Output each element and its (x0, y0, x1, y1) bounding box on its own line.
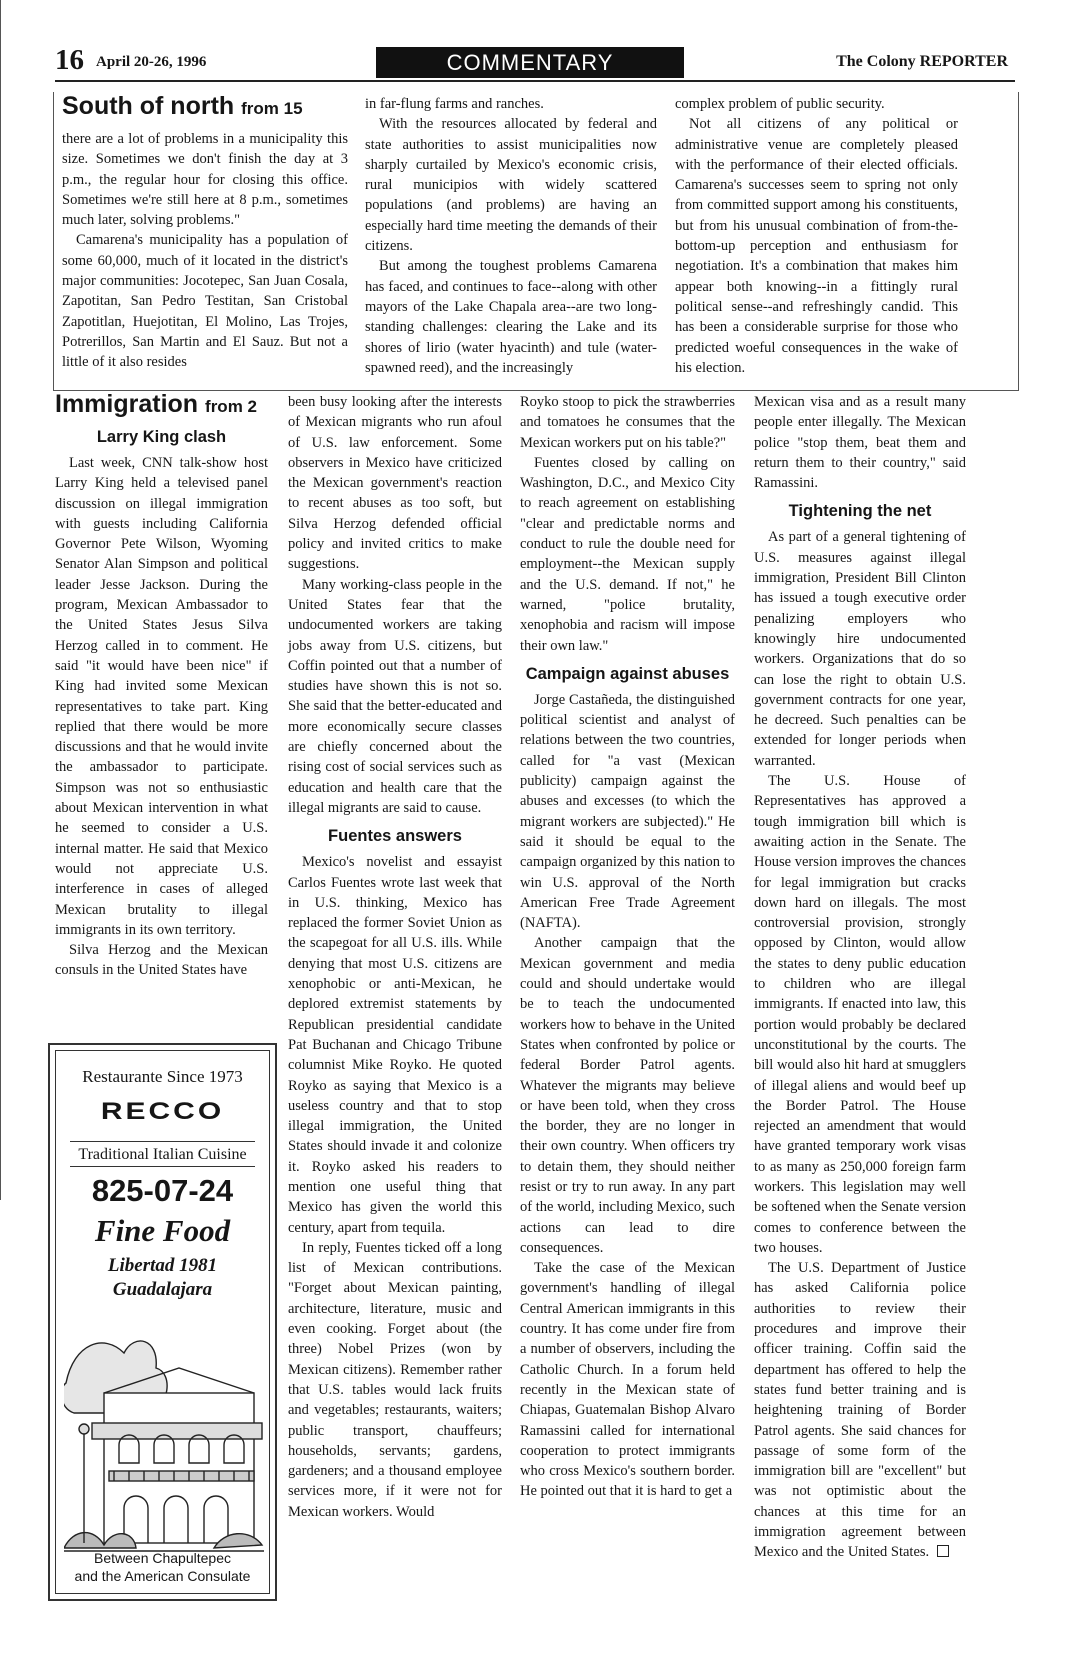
paragraph: Mexico's novelist and essayist Carlos Fuentes wrote last week that in U.S. thinking, Mexico has replaced the former Soviet Union as the scapegoat for all U.S. ills. While denying that most U.S. citizens are xenophobic or anti-Mexican, he deplored extremist statements by Republican presidential candidate Pat Buchanan and Chicago Tribune columnist Mike Royko. He quoted Royko as saying that Mexico is a useless country and that to stop illegal immigration, the United States should invade it and colonize it. Royko asked his readers to mention one useful thing that Mexico has given the world this century, apart from tequila. (288, 854, 502, 1236)
section-banner: COMMENTARY (376, 47, 684, 78)
restaurant-building-illustration-icon (64, 1313, 264, 1568)
ad-inner-frame (55, 1050, 270, 1594)
ad-logo: RECCO (100, 1098, 225, 1125)
ad-phone: 825-07-24 (91, 1173, 234, 1208)
paragraph: Many working-class people in the United States fear that the undocumented workers are taking jobs away from U.S. citizens, but Coffin pointed out that a number of studies have shown this is not so. She said that the better-educated and more economically secure classes are chiefly concerned about the rising cost of social services such as education and health care that the illegal migrants are said to cause. (288, 576, 502, 816)
paragraph: in far-flung farms and ranches. (365, 96, 544, 112)
ad-city: Guadalajara (112, 1279, 213, 1300)
paragraph: Silva Herzog and the Mexican consuls in the United States have (55, 942, 268, 979)
paragraph (754, 1258, 966, 1562)
south-jump-text: from 15 (241, 99, 303, 118)
paragraph: Mexican visa and as a result many people enter illegally. The Mexican police "stop them, beat them and return them to their country," said Ramassini. (754, 394, 966, 492)
immigration-title-text: Immigration (55, 390, 199, 418)
ad-street: Libertad 1981 (107, 1255, 218, 1276)
immigration-box-rule (0, 0, 1, 1200)
ad-cuisine: Traditional Italian Cuisine (70, 1141, 255, 1167)
issue-date: April 20-26, 1996 (96, 54, 207, 70)
end-of-story-mark (937, 1545, 949, 1557)
paragraph: In reply, Fuentes ticked off a long list of Mexican contributions. "Forget about Mexican painting, architecture, literature, music and even cooking. Forget about (the three) Nobel Prizes (won by Mexican citizens). Remember rather that U.S. tables would lack fruits and vegetables; restaurants, waiters; public transport, chauffeurs; households, servants; gardens, gardeners; and a thousand employee services more, if it were not for Mexican workers. Would (288, 1239, 502, 1520)
immigration-jump-text: from 2 (205, 397, 257, 416)
south-story-title (62, 92, 348, 121)
ad-location-line-1: Between Chapultepec (94, 1550, 231, 1566)
ad-since: Restaurante Since 1973 (82, 1067, 243, 1086)
paragraph: Last week, CNN talk-show host Larry King held a televised panel discussion on illegal immigration with guests including California Governor Pete Wilson, Wyoming Senator Alan Simpson and political leader Jesse Jackson. During the program, Mexican Ambassador to the United States Jesus Silva Herzog called in to comment. He said "it would have been nice" if King had invited some Mexican representatives to take part. King replied that there would be more discussions and that he would invite the ambassador to participate. Simpson was not so enthusiastic about Mexican intervention in what he seemed to consider a U.S. internal matter. He said that Mexico would not appreciate U.S. interference in cases of alleged Mexican brutality to illegal immigrants in its own territory. (55, 455, 268, 938)
paragraph: But among the toughest problems Camarena has faced, and continues to face--along with other mayors of the Lake Chapala area--are two long-standing challenges: clearing the Lake and its shores of lirio (water hyacinth) and tule (water-spawned reed), and the increasingly (365, 258, 657, 376)
subhead-campaign: Campaign against abuses (525, 664, 730, 683)
immigration-col-2 (288, 392, 502, 1522)
paragraph: As part of a general tightening of U.S. measures against illegal immigration, President Bill Clinton has issued a tough executive order penalizing employers who knowingly hire undocumented workers. Organizations that do so can lose the right to obtain U.S. government contracts for one year, he decreed. Such penalties can be extended for longer periods when warranted. (754, 529, 966, 769)
immigration-col-1 (55, 390, 268, 981)
immigration-story-title (55, 390, 268, 419)
paragraph: there are a lot of problems in a municipality this size. Sometimes we don't finish the day at 3 p.m., the regular hour for closing this office. Sometimes we're still here at 8 p.m., sometimes much later, solving problems." (62, 131, 348, 229)
ad-tagline: Fine Food (94, 1213, 231, 1248)
masthead: The Colony REPORTER (836, 53, 1008, 70)
paragraph: The U.S. House of Representatives has approved a tough immigration bill which is awaiting action in the Senate. The House version improves the chances for legal immigration but cracks down hard on illegals. The most controversial provision, strongly opposed by Clinton, would allow the states to deny public education to children who are illegal immigrants. If enacted into law, this portion would probably be declared unconstitutional by the courts. The bill would also hit hard at smugglers of illegal aliens and would beef up the Border Patrol. The House rejected an amendment that would have granted temporary work visas to as many as 250,000 foreign farm workers. This legislation may well be softened when the Senate version comes to conference between the two houses. (754, 773, 966, 1256)
paragraph: Not all citizens of any political or administrative venue are completely pleased with the performance of their elected officials. Camarena's successes seem to spring not only from committed support among his constituents, but from his unusual combination of from-the-bottom-up perception and enthusiasm for negotiation. It's a combination that makes him appear both knowing--in a fittingly rural political sense--and refreshingly candid. This has been a considerable surprise for those who predicted woeful consequences in the wake of his election. (675, 116, 958, 376)
header-rule (55, 80, 1015, 82)
immigration-col-4 (754, 392, 966, 1563)
paragraph: complex problem of public security. (675, 96, 885, 112)
south-col-2 (365, 94, 657, 378)
subhead-larry-king: Larry King clash (96, 428, 227, 446)
south-col-3 (675, 94, 958, 378)
page-number: 16 (55, 44, 84, 76)
restaurant-ad (48, 1043, 277, 1601)
paragraph: Jorge Castañeda, the distinguished political scientist and analyst of relations between the two countries, called for "a vast (Mexican publicity) campaign against the abuses and excesses (to which the migrant workers are subjected)." He said it should be equal to the campaign organized by this nation to win U.S. approval of the North American Free Trade Agreement (NAFTA). (520, 691, 735, 932)
paragraph: With the resources allocated by federal and state authorities to assist municipalities now sharply curtailed by Mexico's economic crisis, rural municipios with widely scattered populations (and problems) are having an especially hard time meeting the demands of their citizens. (365, 116, 657, 255)
ad-location-line-2: and the American Consulate (74, 1568, 251, 1584)
subhead-tightening: Tightening the net (788, 502, 932, 521)
south-col-1 (62, 92, 348, 373)
paragraph: Camarena's municipality has a population of some 60,000, much of it located in the district's major communities: Jocotepec, San Juan Cosala, Zapotitan, San Pedro Testitan, San Cristobal Zapotitlan, Huejotitan, El Molino, Las Trojes, Potrerillos, San Martin and El Sauz. But not a little of it also resides (62, 232, 348, 371)
south-title-text: South of north (62, 92, 235, 120)
ad-location (56, 1549, 269, 1585)
paragraph: been busy looking after the interests of Mexican migrants who run afoul of U.S. law enforcement. Some observers in Mexico have criticized the Mexican government's reaction to recent abuses as too soft, but Silva Herzog defended official policy and invited critics to make suggestions. (288, 394, 502, 573)
paragraph: Royko stoop to pick the strawberries and tomatoes he consumes that the Mexican workers put on his table?" (520, 394, 735, 451)
paragraph-text: The U.S. Department of Justice has asked California police authorities to review their procedures and improve their officer training. Coffin said the department has offered to help the states fund better training and is heightening training of Border Patrol agents. She said chances for passage of some form of the immigration bill are "excellent" but was not optimistic about the chances at this time for an immigration agreement between Mexico and the United States. (754, 1260, 966, 1561)
subhead-fuentes: Fuentes answers (328, 827, 462, 846)
paragraph: Fuentes closed by calling on Washington, D.C., and Mexico City to reach agreement on establishing "clear and predictable norms and conduct to rule the double need for employment--the Mexican supply and the U.S. demand. If not," he warned, "police brutality, xenophobia and racism will impose their own law." (520, 454, 735, 654)
paragraph: Another campaign that the Mexican government and media could and should undertake would be to teach the undocumented workers how to behave in the United States when confronted by police or federal Border Patrol agents. Whatever the migrants may believe or have been told, when they cross the border, they are no longer in their own country. When officers try to detain them, they should neither resist or try to run away. In any part of the world, including Mexico, such actions can lead to dire consequences. (520, 935, 735, 1256)
paragraph: Take the case of the Mexican government's handling of illegal Central American immigrants in this country. It has come under fire from a number of observers, including the Catholic Church. In a forum held recently in the Mexican state of Chiapas, Guatemalan Bishop Alvaro Ramassini called for international cooperation to protect immigrants who cross Mexico's southern border. He pointed out that it is hard to get a (520, 1260, 735, 1500)
immigration-col-3 (520, 392, 735, 1502)
